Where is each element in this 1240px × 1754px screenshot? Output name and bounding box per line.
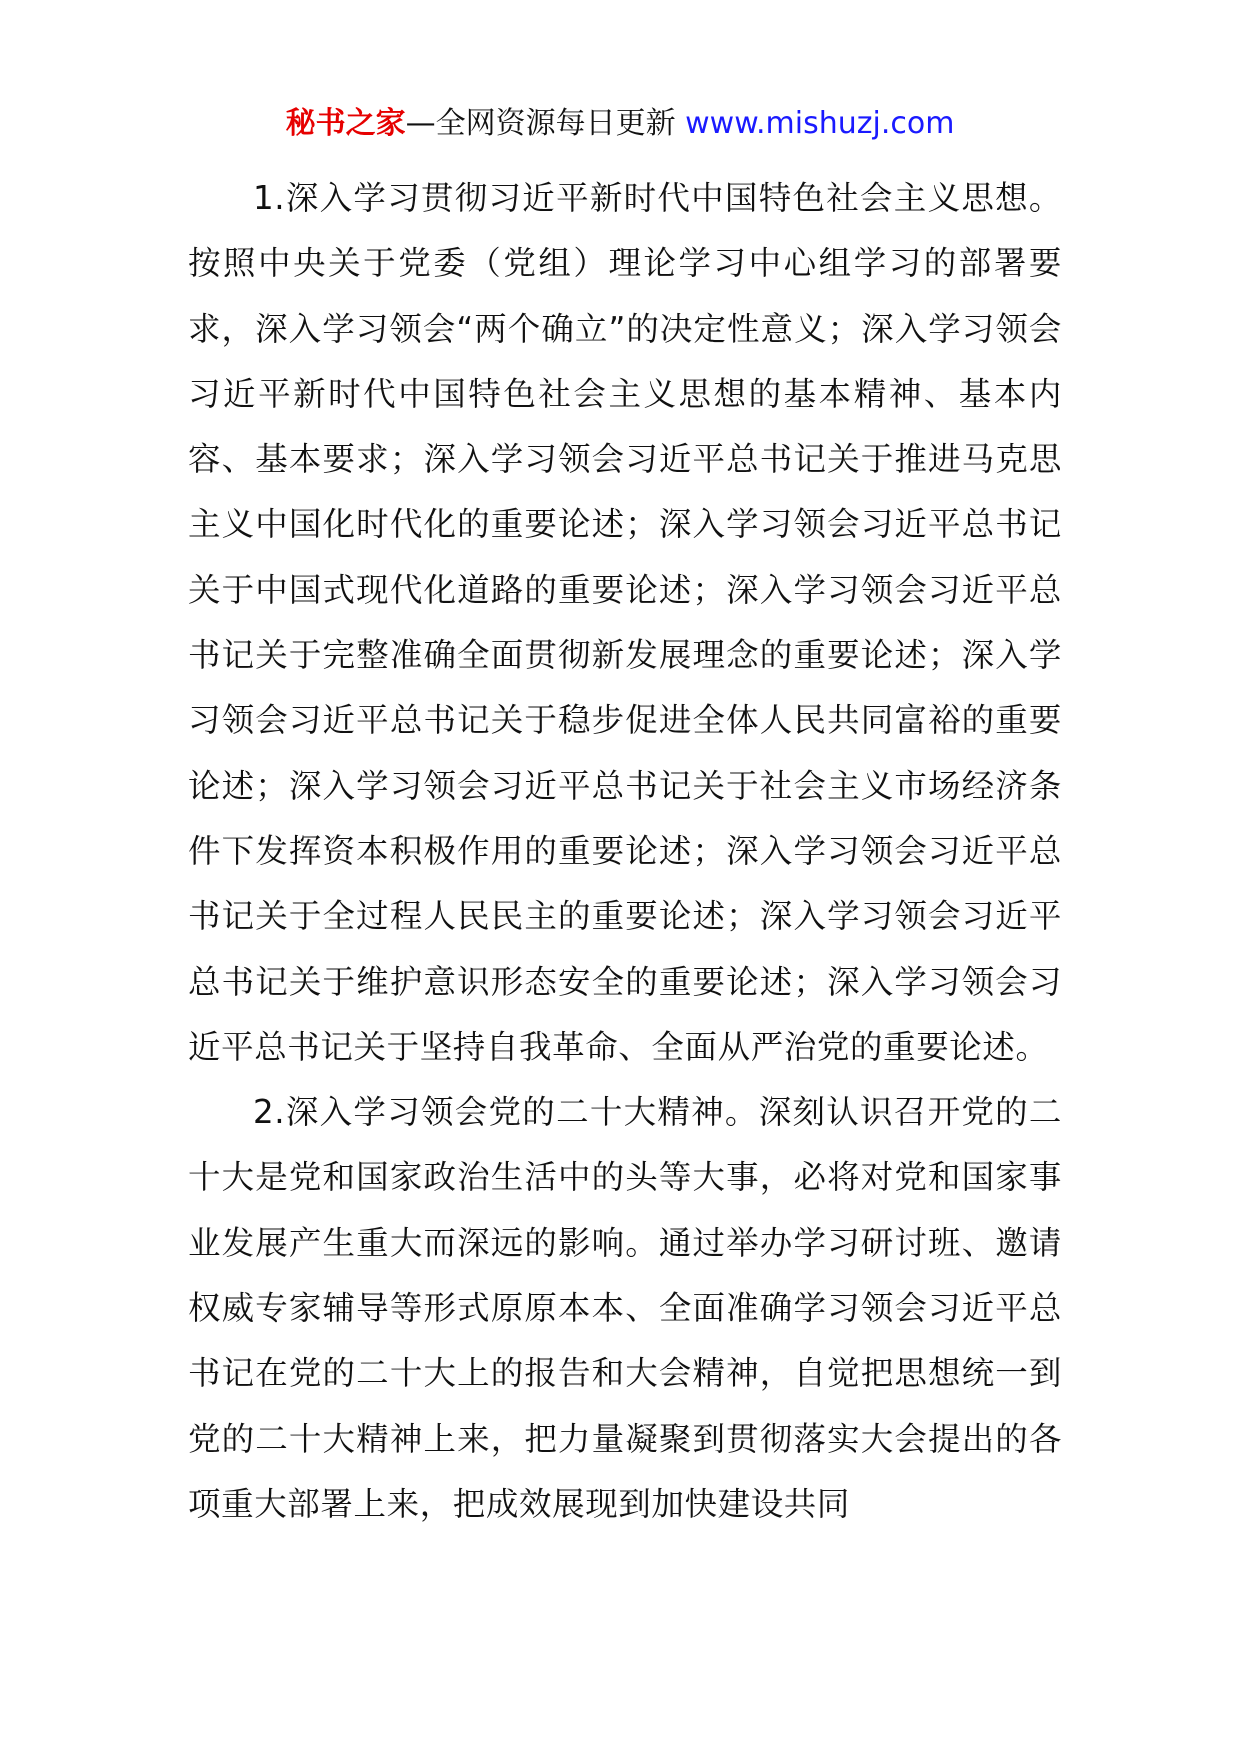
- header-tagline: —全网资源每日更新: [405, 106, 676, 141]
- document-body: [188, 166, 1062, 1537]
- paragraph-1: 1.深入学习贯彻习近平新时代中国特色社会主义思想。按照中央关于党委（党组）理论学习中心组学习的部署要求，深入学习领会“两个确立”的决定性意义；深入学习领会习近平新时代中国特色社会主义思想的基本精神、基本内容、基本要求；深入学习领会习近平总书记关于推进马克思主义中国化时代化的重要论述；深入学习领会习近平总书记关于中国式现代化道路的重要论述；深入学习领会习近平总书记关于完整准确全面贯彻新发展理念的重要论述；深入学习领会习近平总书记关于稳步促进全体人民共同富裕的重要论述；深入学习领会习近平总书记关于社会主义市场经济条件下发挥资本积极作用的重要论述；深入学习领会习近平总书记关于全过程人民民主的重要论述；深入学习领会习近平总书记关于维护意识形态安全的重要论述；深入学习领会习近平总书记关于坚持自我革命、全面从严治党的重要论述。: [188, 179, 1062, 1066]
- brand-name: 秘书之家: [285, 106, 406, 141]
- website-link[interactable]: www.mishuzj.com: [685, 106, 955, 141]
- page-header: [0, 100, 1240, 148]
- paragraph-2: 2.深入学习领会党的二十大精神。深刻认识召开党的二十大是党和国家政治生活中的头等大事，必将对党和国家事业发展产生重大而深远的影响。通过举办学习研讨班、邀请权威专家辅导等形式原原本本、全面准确学习领会习近平总书记在党的二十大上的报告和大会精神，自觉把思想统一到党的二十大精神上来，把力量凝聚到贯彻落实大会提出的各项重大部署上来，把成效展现到加快建设共同: [188, 1093, 1062, 1523]
